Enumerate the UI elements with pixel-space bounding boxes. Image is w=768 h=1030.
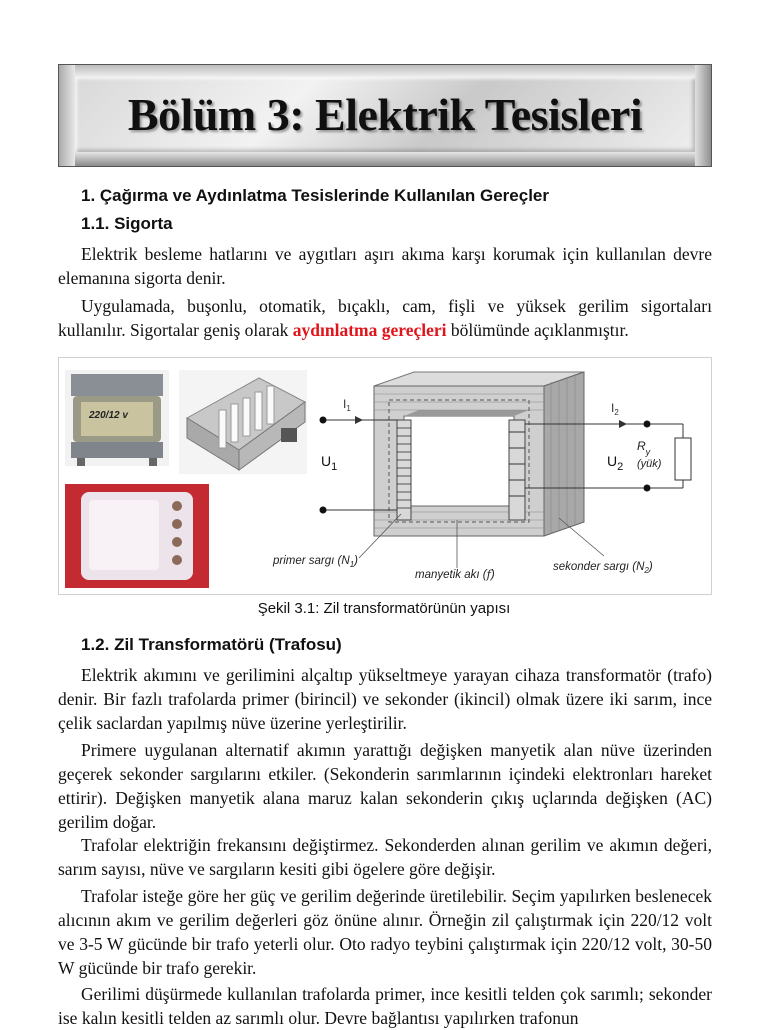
- paragraph-step-down: Gerilimi düşürmede kullanılan trafolarda primer, ince kesitli telden çok sarımlı; sekonder ise kalın kesitli telden az sarımlı olur. Devre bağlantısı yapılırken trafonun: [58, 984, 712, 1028]
- lighting-equipment-link[interactable]: aydınlatma gereçleri: [292, 320, 447, 340]
- transformer-figure: [58, 357, 712, 595]
- secondary-winding-label: sekonder sargı $(N_2)$: [553, 561, 653, 575]
- photo-bell-transformer: [65, 484, 209, 588]
- load-label: (yük): [637, 458, 662, 470]
- magnetic-flux-label: manyetik akı (f): [415, 567, 495, 581]
- voltage-u1-label: $U_1$: [321, 453, 338, 473]
- load-resistor: [675, 438, 691, 480]
- paragraph-fuse-types-text-2: bölümünde açıklanmıştır.: [446, 320, 629, 340]
- photo-small-transformer: [65, 370, 169, 466]
- chapter-title: Bölüm 3: Elektrik Tesisleri: [127, 89, 643, 140]
- primary-terminal-top: [320, 417, 327, 424]
- resistor-ry-label: $R_y$: [637, 439, 651, 457]
- secondary-winding: [509, 420, 525, 520]
- section-heading-1-1: 1.1. Sigorta: [81, 214, 173, 233]
- secondary-terminal-bottom: [644, 485, 651, 492]
- primary-winding: [397, 420, 411, 520]
- photo-terminal-transformer: [179, 370, 307, 474]
- paragraph-magnetic-field: Primere uygulanan alternatif akımın yarattığı değişken manyetik alan nüve üzerinden geçerek sekonder sargılarını etkiler. (Sekonderin sarımlarının içindeki elektronları hareket ettirir). Değişken manyetik alana maruz kalan sekonderin çıkış uçlarında değişken (AC) gerilim doğar.: [58, 740, 712, 832]
- secondary-terminal-top: [644, 421, 651, 428]
- section-heading-1: 1. Çağırma ve Aydınlatma Tesislerinde Kullanılan Gereçler: [81, 186, 549, 205]
- banner-marble-panel: [75, 77, 695, 152]
- paragraph-frequency: Trafolar elektriğin frekansını değiştirmez. Sekonderden alınan gerilim ve akımın değeri, sarım sayısı, nüve ve sargıların kesiti gibi ögelere göre değişir.: [58, 835, 712, 879]
- current-i2-label: $I_2$: [611, 401, 619, 417]
- transformer-figure-svg: [59, 358, 711, 594]
- figure-caption: Şekil 3.1: Zil transformatörünün yapısı: [257, 600, 511, 617]
- paragraph-fuse-types-text-1: Uygulamada, buşonlu, otomatik, bıçaklı, cam, fişli ve yüksek gerilim sigortaları kullanılır. Sigortalar geniş olarak: [58, 296, 712, 340]
- voltage-u2-label: $U_2$: [607, 453, 624, 473]
- banner-bevel-right: [695, 65, 711, 166]
- paragraph-selection: Trafolar isteğe göre her güç ve gerilim değerinde üretilebilir. Seçim yapılırken beslenecek alıcının akım ve gerilim değerleri göz önüne alınır. Örneğin zil çalıştırmak için 220/12 volt ve 3-5 W gücünde bir trafo yeterli olur. Oto radyo teybini çalıştırmak için 220/12 volt, 30-50 W gücünde bir trafo gerekir.: [58, 886, 712, 978]
- current-i1-label: $I_1$: [343, 397, 351, 413]
- core-diagram: [320, 372, 692, 568]
- banner-bevel-bottom: [59, 152, 711, 166]
- paragraph-fuse-types: [58, 294, 712, 342]
- primary-winding-label: primer sargı $(N_1)$: [273, 555, 358, 569]
- paragraph-transformer-definition: Elektrik akımını ve gerilimini alçaltıp yükseltmeye yarayan cihaza transformatör (trafo) denir. Bir fazlı trafolarda primer (birincil) ve sekonder (ikincil) olmak üzere iki sarım, ince çelik saclardan yapılmış nüve üzerine yerleştirilir.: [58, 665, 712, 733]
- chapter-title-banner: [58, 64, 712, 167]
- banner-bevel-left: [59, 65, 75, 166]
- banner-bevel-top: [59, 65, 711, 77]
- paragraph-fuse-definition: Elektrik besleme hatlarını ve aygıtları aşırı akıma karşı korumak için kullanılan devre elemanına sigorta denir.: [58, 244, 712, 288]
- transformer-rating-label: 220/12 v: [89, 410, 128, 421]
- section-heading-1-2: 1.2. Zil Transformatörü (Trafosu): [81, 635, 342, 654]
- primary-terminal-bottom: [320, 507, 327, 514]
